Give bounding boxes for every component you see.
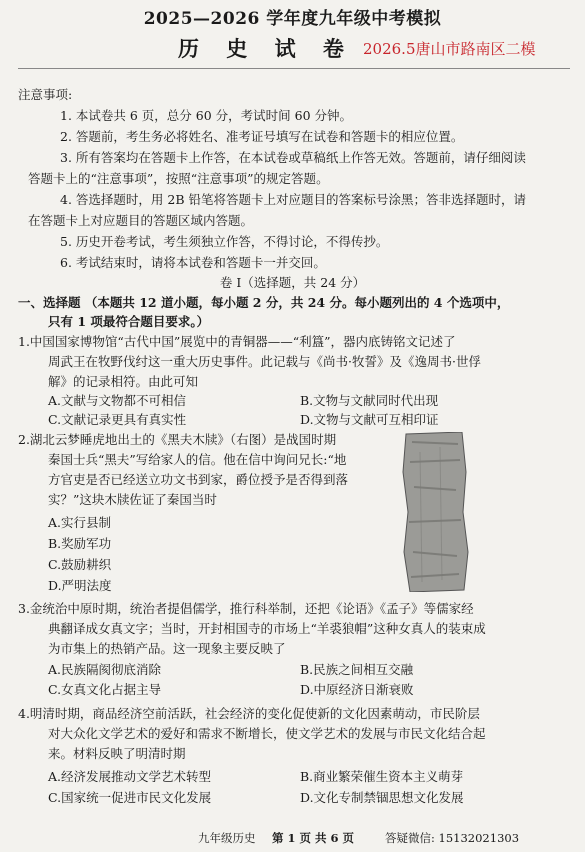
note-item: 2. 答题前，考生务必将姓名、准考证号填写在试卷和答题卡的相应位置。 xyxy=(60,129,464,144)
q4-stem: 4.明清时期，商品经济空前活跃，社会经济的变化促使新的文化因素萌动，市民阶层 xyxy=(18,706,480,721)
q2-option-a: A.实行县制 xyxy=(48,515,112,530)
footer-page: 第 1 页 共 6 页 xyxy=(272,831,355,845)
note-item: 在答题卡上对应题目的答题区域内答题。 xyxy=(28,213,254,228)
q2-option-b: B.奖励军功 xyxy=(48,536,112,551)
header-divider xyxy=(18,68,570,69)
q1-stem: 周武王在牧野伐纣这一重大历史事件。此记载与《尚书·牧誓》及《逸周书·世俘 xyxy=(48,354,481,369)
q4-option-c: C.国家统一促进市民文化发展 xyxy=(48,790,212,805)
q2-option-d: D.严明法度 xyxy=(48,578,112,593)
section-intro: 只有 1 项最符合题目要求。） xyxy=(48,314,210,329)
q1-stem: 解》的记录相符。由此可知 xyxy=(48,374,199,389)
q4-option-b: B.商业繁荣催生资本主义萌芽 xyxy=(300,769,464,784)
footer-wechat: 答疑微信: 15132021303 xyxy=(385,831,520,845)
q2-stem: 秦国士兵“黑夫”写给家人的信。他在信中询问兄长:“地 xyxy=(48,452,347,467)
exam-subtitle: 历 史 试 卷 xyxy=(178,36,354,61)
q1-stem: 1.中国国家博物馆“古代中国”展览中的青铜器——“利簋”，器内底铸铭文记述了 xyxy=(18,334,456,349)
q3-stem: 典翻译成女真文字；当时，开封相国寺的市场上“羊裘狼帽”这种女真人的装束成 xyxy=(48,621,486,636)
q1-option-d: D.文物与文献可互相印证 xyxy=(300,412,439,427)
q2-option-c: C.鼓励耕织 xyxy=(48,557,112,572)
q4-option-a: A.经济发展推动文学艺术转型 xyxy=(48,769,212,784)
q2-stem: 实？”这块木牍佐证了秦国当时 xyxy=(48,492,217,507)
q4-stem: 对大众化文学艺术的爱好和需求不断增长，使文学艺术的发展与市民文化结合起 xyxy=(48,726,486,741)
section-title: 卷 I（选择题，共 24 分） xyxy=(219,275,366,290)
exam-title: 2025—2026 学年度九年级中考模拟 xyxy=(143,9,442,29)
q2-stem: 2.湖北云梦睡虎地出土的《黑夫木牍》（右图）是战国时期 xyxy=(18,432,337,447)
q1-option-c: C.文献记录更具有真实性 xyxy=(48,412,187,427)
q1-option-a: A.文献与文物都不可相信 xyxy=(48,393,187,408)
q3-option-a: A.民族隔阂彻底消除 xyxy=(48,662,162,677)
note-item: 5. 历史开卷考试，考生须独立作答，不得讨论，不得传抄。 xyxy=(60,234,389,249)
note-item: 3. 所有答案均在答题卡上作答，在本试卷或草稿纸上作答无效。答题前，请仔细阅读 xyxy=(60,150,526,165)
q3-option-b: B.民族之间相互交融 xyxy=(300,662,414,677)
footer-subject: 九年级历史 xyxy=(198,831,256,845)
q3-stem: 3.金统治中原时期，统治者提倡儒学，推行科举制，还把《论语》《孟子》等儒家经 xyxy=(18,601,474,616)
note-item: 6. 考试结束时，请将本试卷和答题卡一并交回。 xyxy=(60,255,326,270)
section-intro: 一、选择题 （本题共 12 道小题，每小题 2 分，共 24 分。每小题列出的 4 个选项中， xyxy=(18,295,510,310)
q3-option-c: C.女真文化占据主导 xyxy=(48,682,162,697)
note-item: 答题卡上的“注意事项”，按照“注意事项”的规定答题。 xyxy=(28,171,329,186)
q3-option-d: D.中原经济日渐衰败 xyxy=(300,682,414,697)
q3-stem: 为市集上的热销产品。这一现象主要反映了 xyxy=(48,641,286,656)
note-item: 1. 本试卷共 6 页，总分 60 分，考试时间 60 分钟。 xyxy=(60,108,353,123)
q4-stem: 来。材料反映了明清时期 xyxy=(48,746,186,761)
note-item: 4. 答选择题时，用 2B 铅笔将答题卡上对应题目的答案标号涂黑；答非选择题时，请 xyxy=(60,192,526,207)
notes-heading: 注意事项: xyxy=(18,87,73,102)
q4-option-d: D.文化专制禁锢思想文化发展 xyxy=(300,790,464,805)
q2-stem: 方官吏是否已经送立功文书到家，爵位授予是否得到落 xyxy=(48,472,349,487)
region-stamp: 2026.5唐山市路南区二模 xyxy=(363,40,536,58)
bamboo-slip-image xyxy=(400,432,470,592)
q1-option-b: B.文物与文献同时代出现 xyxy=(300,393,439,408)
